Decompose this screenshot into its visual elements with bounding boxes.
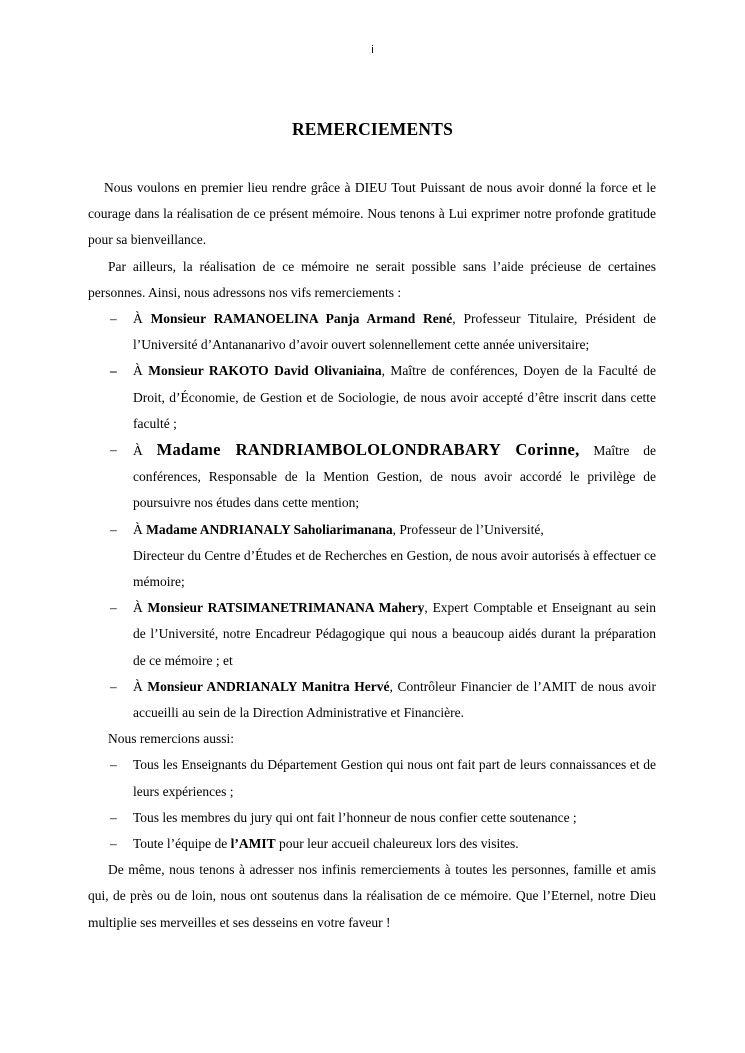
dash-marker: – [110,521,117,537]
also-intro: Nous remercions aussi: [108,731,234,747]
intro-paragraph: Nous voulons en premier lieu rendre grâce à DIEU Tout Puissant de nous avoir donné la force et le courage dans la réalisation de ce présent mémoire. Nous tenons à Lui exprimer notre profonde gratitude pour sa bienveillance. [88,180,656,248]
dash-marker: – [110,311,117,327]
document-body [88,175,656,936]
dash-marker: – [110,363,117,379]
also-list [88,752,656,857]
also-item: – Tous les Enseignants du Département Gestion qui nous ont fait part de leurs connaissances et de leurs expériences ; [88,752,656,804]
thanks-list [88,306,656,726]
thanks-item: – À Monsieur ANDRIANALY Manitra Hervé, Contrôleur Financier de l’AMIT de nous avoir accueilli au sein de la Direction Administrative et Financière. [88,674,656,726]
closing-paragraph: De même, nous tenons à adresser nos infinis remerciements à toutes les personnes, famille et amis qui, de près ou de loin, nous ont soutenus dans la réalisation de ce mémoire. Que l’Eternel, notre Dieu multiplie ses merveilles et ses desseins en votre faveur ! [88,862,656,930]
also-item: – Tous les membres du jury qui ont fait l’honneur de nous confier cette soutenance ; [88,805,656,831]
person-name: Monsieur RAMANOELINA Panja Armand René [150,311,453,327]
person-name: Madame RANDRIAMBOLOLONDRABARY Corinne, [156,440,580,460]
page-number: i [371,44,374,56]
dash-marker: – [110,442,117,458]
thanks-item: – À Madame RANDRIAMBOLOLONDRABARY Corinne, Maître de conférences, Responsable de la Mention Gestion, de nous avoir accordé le privilège de poursuivre nos études dans cette mention; [88,437,656,517]
person-name: Monsieur RATSIMANETRIMANANA Mahery [147,600,425,616]
dash-marker: – [110,600,117,616]
also-item: – Toute l’équipe de l’AMIT pour leur accueil chaleureux lors des visites. [88,831,656,857]
second-paragraph: Par ailleurs, la réalisation de ce mémoire ne serait possible sans l’aide précieuse de certaines personnes. Ainsi, nous adressons nos vifs remerciements : [88,258,656,300]
organization-name: l’AMIT [230,836,276,852]
thanks-item: – À Monsieur RAMANOELINA Panja Armand René, Professeur Titulaire, Président de l’Université d’Antananarivo d’avoir ouvert solennellement cette année universitaire; [88,306,656,358]
dash-marker: – [110,678,117,694]
person-name: Madame ANDRIANALY Saholiarimanana [146,521,393,537]
dash-marker: – [110,836,117,852]
dash-marker: – [110,757,117,773]
person-name: Monsieur RAKOTO David Olivaniaina [148,363,382,379]
page-title: REMERCIEMENTS [291,119,454,139]
person-name: Monsieur ANDRIANALY Manitra Hervé [147,678,390,694]
thanks-item: – À Madame ANDRIANALY Saholiarimanana, Professeur de l’Université, Directeur du Centre d’Études et de Recherches en Gestion, de nous avoir autorisés à effectuer ce mémoire; [88,517,656,596]
thanks-item: – À Monsieur RATSIMANETRIMANANA Mahery, Expert Comptable et Enseignant au sein de l’Université, notre Encadreur Pédagogique qui nous a beaucoup aidés durant la préparation de ce mémoire ; et [88,595,656,674]
dash-marker: – [110,809,117,825]
thanks-item: – À Monsieur RAKOTO David Olivaniaina, Maître de conférences, Doyen de la Faculté de Droit, d’Économie, de Gestion et de Sociologie, de nous avoir accepté d’être inscrit dans cette faculté ; [88,358,656,437]
